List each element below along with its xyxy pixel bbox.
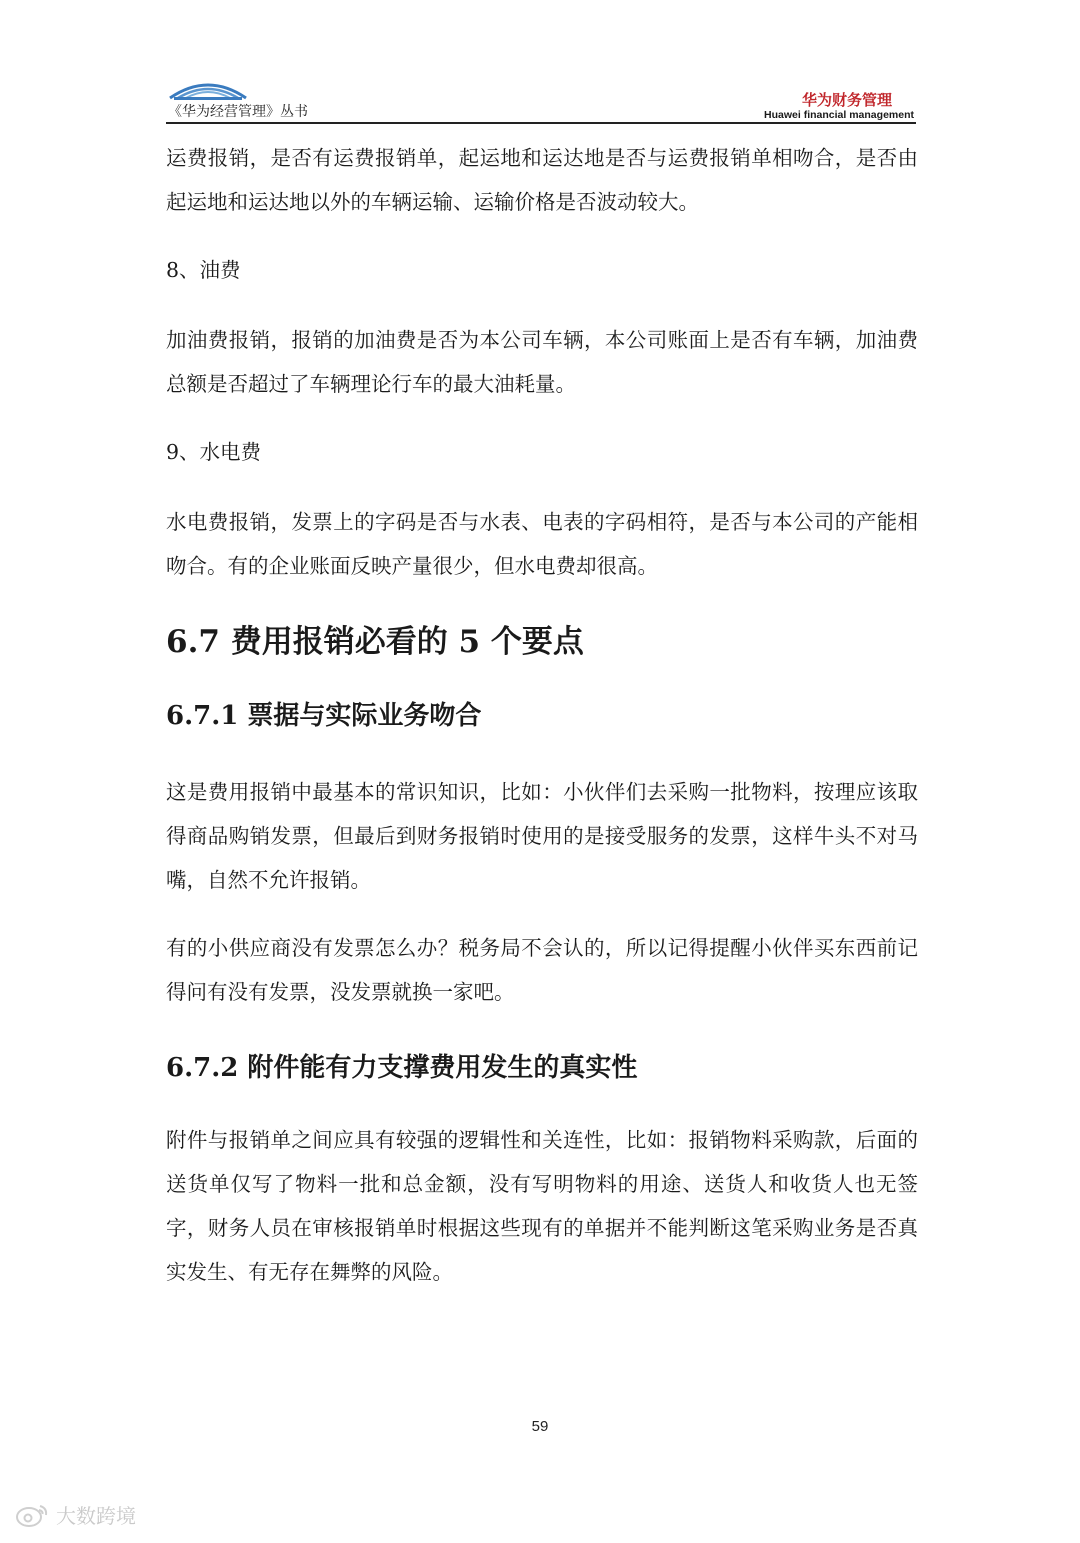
header-divider bbox=[166, 122, 916, 124]
subsection-heading-2: 6.7.2 附件能有力支撑费用发生的真实性 bbox=[166, 1053, 638, 1083]
paragraph-basic-knowledge: 这是费用报销中最基本的常识知识，比如：小伙伴们去采购一批物料，按理应该取得商品购销发票，但最后到财务报销时使用的是接受服务的发票，这样牛头不对马嘴，自然不允许报销。 bbox=[166, 780, 918, 892]
paragraph-small-supplier: 有的小供应商没有发票怎么办？税务局不会认的，所以记得提醒小伙伴买东西前记得问有没有发票，没发票就换一家吧。 bbox=[166, 936, 918, 1004]
paragraph-attachments: 附件与报销单之间应具有较强的逻辑性和关连性，比如：报销物料采购款，后面的送货单仅写了物料一批和总金额，没有写明物料的用途、送货人和收货人也无签字，财务人员在审核报销单时根据这些现有的单据并不能判断这笔采购业务是否真实发生、有无存在舞弊的风险。 bbox=[166, 1128, 918, 1284]
section-heading: 6.7 费用报销必看的 5 个要点 bbox=[166, 624, 584, 660]
brand-title: 华为财务管理 bbox=[801, 91, 892, 109]
watermark-text: 大数跨境 bbox=[56, 1504, 136, 1528]
subsection-heading-1: 6.7.1 票据与实际业务吻合 bbox=[166, 701, 482, 731]
page-content bbox=[166, 136, 918, 1294]
page-number: 59 bbox=[531, 1418, 549, 1435]
watermark bbox=[14, 1500, 136, 1529]
paragraph-utilities: 水电费报销，发票上的字码是否与水表、电表的字码相符，是否与本公司的产能相吻合。有的企业账面反映产量很少，但水电费却很高。 bbox=[166, 510, 918, 578]
weibo-logo-icon bbox=[14, 1502, 50, 1528]
roof-logo-icon bbox=[168, 76, 248, 102]
book-series-label: 《华为经营管理》丛书 bbox=[168, 104, 308, 120]
list-item-fuel: 8、油费 bbox=[166, 258, 241, 282]
paragraph-freight: 运费报销，是否有运费报销单，起运地和运达地是否与运费报销单相吻合，是否由起运地和运达地以外的车辆运输、运输价格是否波动较大。 bbox=[166, 146, 918, 214]
page-header bbox=[0, 0, 1080, 130]
paragraph-fuel: 加油费报销，报销的加油费是否为本公司车辆，本公司账面上是否有车辆，加油费总额是否超过了车辆理论行车的最大油耗量。 bbox=[166, 328, 918, 396]
brand-subtitle: Huawei financial management bbox=[764, 109, 914, 121]
list-item-utilities: 9、水电费 bbox=[166, 440, 262, 464]
